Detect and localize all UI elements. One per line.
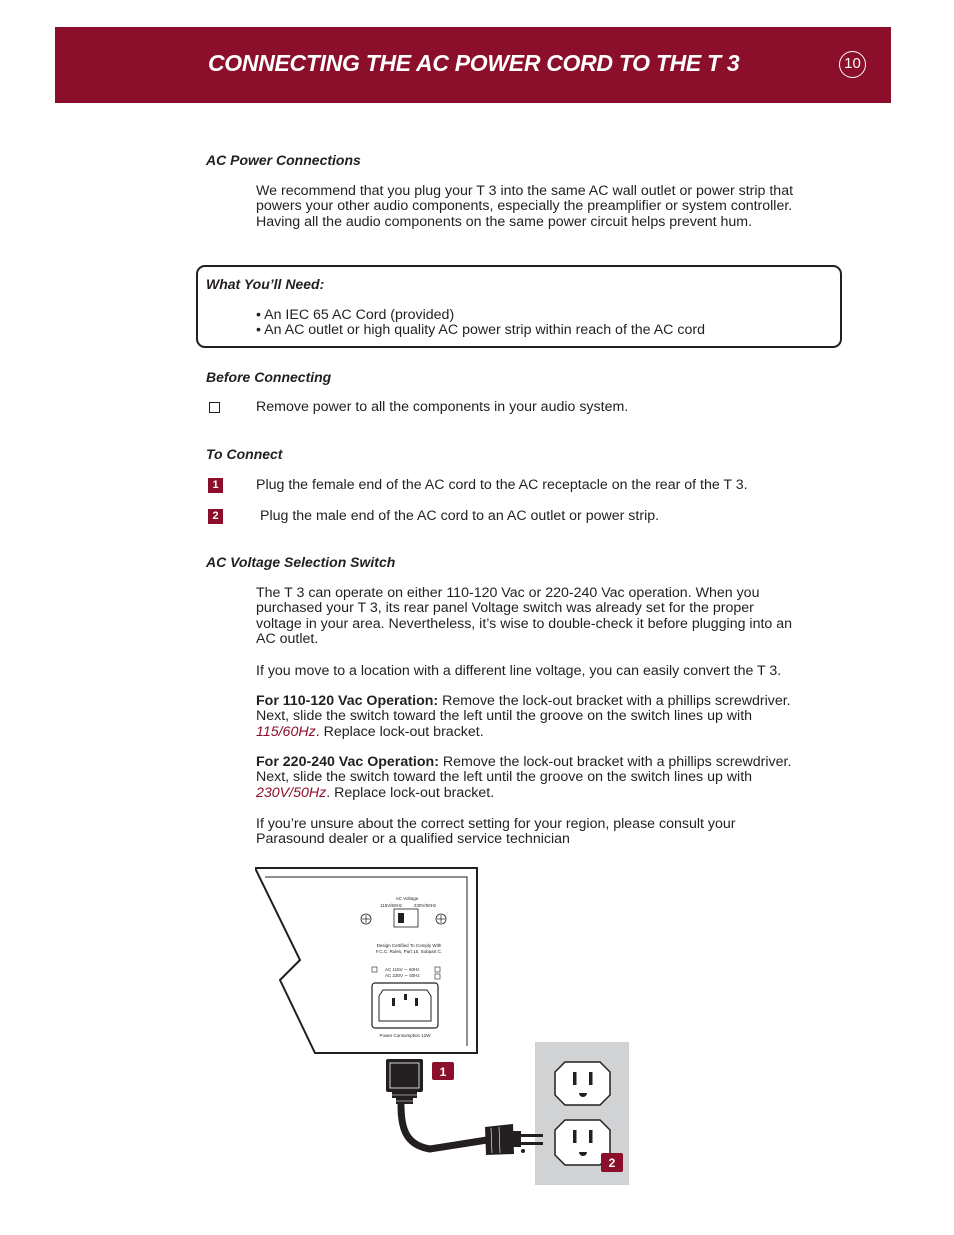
requirements-heading: What You’ll Need: [206, 276, 325, 292]
screw-icon [436, 914, 446, 924]
unsure-line: Parasound dealer or a qualified service technician [256, 831, 570, 848]
panel-230-label: 230V/50Hz [413, 903, 437, 908]
ac-power-line: We recommend that you plug your T 3 into the same AC wall outlet or power strip that [256, 183, 794, 199]
voltage-intro-line: purchased your T 3, its rear panel Voltage switch was already set for the proper [256, 600, 754, 617]
page-title: CONNECTING THE AC POWER CORD TO THE T 3 [208, 50, 740, 76]
ac-power-line: Having all the audio components on the same power circuit helps prevent hum. [256, 213, 753, 230]
outlet-receptacle-icon [555, 1062, 610, 1105]
page-number: 10 [839, 51, 866, 78]
step-badge-2: 2 [208, 509, 223, 524]
before-connecting-item: Remove power to all the components in your audio system. [256, 399, 629, 415]
figure-step-number-2: 2 [608, 1156, 616, 1170]
requirement-item: • An AC outlet or high quality AC power strip within reach of the AC cord [256, 322, 705, 339]
op110-label: For 110-120 Vac Operation: [256, 693, 439, 709]
unsure-paragraph [256, 817, 846, 848]
op110-setting: 115/60Hz [256, 723, 316, 740]
male-plug-icon [485, 1124, 543, 1155]
to-connect-heading: To Connect [206, 446, 283, 462]
op110-paragraph [256, 694, 846, 740]
ac-power-paragraph [256, 184, 846, 230]
op220-line1: Remove the lock-out bracket with a phillips screwdriver. [438, 754, 792, 770]
checkbox-icon [209, 402, 220, 413]
requirement-item: • An IEC 65 AC Cord (provided) [256, 307, 455, 323]
op110-line1: Remove the lock-out bracket with a phillips screwdriver. [438, 693, 791, 709]
op220-line2: Next, slide the switch toward the left until the groove on the switch lines up with [256, 769, 753, 786]
voltage-move-line: If you move to a location with a different line voltage, you can easily convert the T 3. [256, 663, 782, 679]
op110-line2: Next, slide the switch toward the left until the groove on the switch lines up with [256, 708, 753, 725]
op110-end: . Replace lock-out bracket. [315, 723, 484, 740]
op220-paragraph [256, 755, 846, 801]
op220-end: . Replace lock-out bracket. [326, 784, 495, 801]
voltage-intro-line: AC outlet. [256, 631, 319, 648]
connection-illustration [255, 865, 635, 1190]
op220-label: For 220-240 Vac Operation: [256, 754, 439, 770]
panel-voltage-title: AC Voltage [395, 896, 419, 901]
ac-power-heading: AC Power Connections [206, 152, 361, 168]
screw-icon [361, 914, 371, 924]
voltage-switch [398, 913, 404, 923]
panel-cert-line: F.C.C. Rules, Part 15, Subpart C. [375, 949, 443, 954]
step-text-2: Plug the male end of the AC cord to an AC outlet or power strip. [260, 508, 660, 524]
panel-ac115: AC 115V ∼ 60Hz [385, 967, 420, 972]
voltage-heading: AC Voltage Selection Switch [206, 554, 396, 570]
voltage-intro [256, 586, 846, 648]
figure-step-number-1: 1 [439, 1065, 447, 1079]
step-text-1: Plug the female end of the AC cord to the AC receptacle on the rear of the T 3. [256, 477, 748, 493]
step-badge-1: 1 [208, 478, 223, 493]
panel-ac230: AC 230V ∼ 50Hz [385, 973, 420, 978]
before-connecting-heading: Before Connecting [206, 369, 332, 385]
iec-connector-icon [386, 1059, 423, 1104]
requirements-list [256, 308, 846, 339]
panel-115-label: 115V/60Hz [380, 903, 402, 908]
panel-cert-line: Design Certified To Comply With [376, 943, 442, 948]
voltage-switch-bracket [394, 909, 418, 927]
iec-receptacle-icon [372, 983, 438, 1028]
power-cord-illustration [386, 1059, 543, 1155]
panel-power-consumption: Power Consumption 12W [379, 1033, 431, 1038]
voltage-intro-line: voltage in your area. Nevertheless, it’s wise to double-check it before plugging into an [256, 615, 793, 632]
op220-setting: 230V/50Hz [256, 784, 327, 801]
rear-panel-illustration [255, 868, 477, 1053]
page-header [55, 27, 891, 103]
voltage-intro-line: The T 3 can operate on either 110-120 Vac or 220-240 Vac operation. When you [256, 585, 760, 601]
unsure-line: If you’re unsure about the correct setting for your region, please consult your [256, 816, 736, 832]
ac-power-line: powers your other audio components, especially the preamplifier or system controller. [256, 198, 793, 215]
